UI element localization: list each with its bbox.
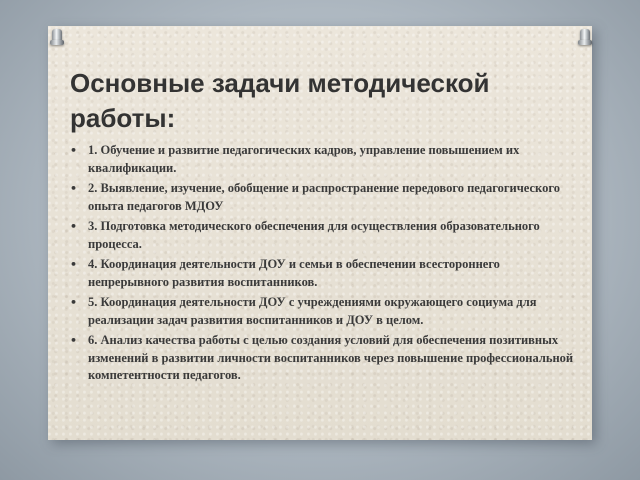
pushpin-icon — [50, 29, 64, 49]
list-item — [70, 332, 576, 385]
list-item-text: 6. Анализ качества работы с целью создания условий для обеспечения позитивных изменений в развитии личности воспитанников через повышение профессиональной компетентности педагогов. — [88, 333, 574, 382]
list-item-text: 2. Выявление, изучение, обобщение и распространение передового педагогического опыта педагогов МДОУ — [88, 181, 560, 213]
bullet-icon: • — [70, 258, 78, 271]
bullet-icon: • — [70, 296, 78, 309]
bullet-icon: • — [70, 220, 78, 233]
pushpin-icon — [578, 29, 592, 49]
bullet-icon: • — [70, 182, 78, 195]
list-item — [70, 256, 576, 291]
list-item — [70, 180, 576, 215]
list-item — [70, 218, 576, 253]
list-item-text: 1. Обучение и развитие педагогических кадров, управление повышением их квалификации. — [88, 143, 520, 175]
list-item — [70, 142, 576, 177]
list-item-text: 4. Координация деятельности ДОУ и семьи в обеспечении всестороннего непрерывного развития воспитанников. — [88, 257, 500, 289]
slide-title: Основные задачи методической работы: — [70, 68, 490, 133]
bullet-icon: • — [70, 144, 78, 157]
list-item-text: 5. Координация деятельности ДОУ с учреждениями окружающего социума для реализации задач развития воспитанников и ДОУ в целом. — [88, 295, 537, 327]
list-item — [70, 294, 576, 329]
list-item-text: 3. Подготовка методического обеспечения для осуществления образовательного процесса. — [88, 219, 540, 251]
task-list — [70, 142, 576, 388]
bullet-icon: • — [70, 334, 78, 347]
